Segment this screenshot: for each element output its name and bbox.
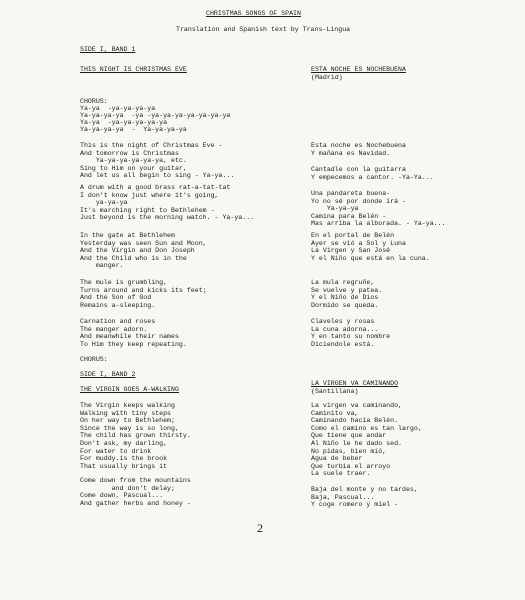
chorus-line-1: Ya-ya -ya-ya-ya-ya [80,105,156,112]
side1-english-title: THIS NIGHT IS CHRISTMAS EVE [80,66,187,73]
chorus-end-label: CHORUS: [80,356,108,363]
side2-english-verse-1: The Virgin keeps walking Walking with tiny steps On her way to Bethlehem; Since the way is so long, The child has grown thirsty. Don't ask, my darling, For water to drink For muddy.is the brook That usually brings it [80,402,191,470]
side2-english-title: THE VIRGIN GOES A-WALKING [80,386,179,393]
document-title: CHRISTMAS SONGS OF SPAIN [206,10,301,17]
english-verse-5: Carnation and roses The manger adorn. And meanwhile their names To Him they keep repeating. [80,318,187,348]
side2-spanish-verse-1: La virgen va caminando, Caminito va, Caminando hacia Belén. Como el camino es tan largo, Que tiene que andar Al Niño le he dado sed. No pidas, bien mió, Agua de beber Que turbia el arroyo La suele traer. [311,402,422,478]
english-verse-2: A drum with a good brass rat-a-tat-tat I don't know just where it's going, ya-ya-ya It's marching right to Bethlehem - Just beyond is the morning watch. - Ya-ya... [80,184,255,222]
side2-english-verse-2: Come down from the mountains and don't delay; Come down, Pascual... And gather herbs and honey - [80,477,191,507]
spanish-verse-6: Claveles y rosas La cuna adorna... Y en tanto su nombre Diciendole está. [311,318,391,348]
side1-label: SIDE I, BAND 1 [80,46,136,53]
page-number: 2 [257,521,263,535]
spanish-verse-2: Cantadle con la guitarra Y empecemos a cantor. -Ya-Ya... [311,166,434,181]
side1-spanish-region: (Madrid) [311,74,343,81]
spanish-verse-5: La mula regruñe, Se vuelve y patea. Y el Niño de Dios Dormido se queda. [311,279,383,309]
side2-spanish-region: (Santillana) [311,388,359,395]
spanish-verse-1: Esta noche es Nochebuena Y mañana es Navidad. [311,142,406,157]
spanish-verse-3: Una pandareta buena- Yo no sé por donde irá - Ya-ya-ya Camina para Belén - Mas arriba la alborada. - Ya-ya... [311,190,446,228]
side2-spanish-verse-2: Baja del monte y no tardes, Baja, Pascual... Y coge romero y miel - [311,486,418,509]
side2-spanish-title: LA VIRGEN VA CAMINANDO [311,380,399,387]
translation-credit: Translation and Spanish text by Trans-Lingua [176,26,351,33]
chorus-line-2: Ya-ya-ya-ya -ya -ya-ya-ya-ya-ya-ya-ya [80,112,231,119]
side1-spanish-title: ESTA NOCHE ES NOCHEBUENA [311,66,406,73]
side2-label: SIDE I, BAND 2 [80,371,136,378]
chorus-label: CHORUS: [80,98,108,105]
english-verse-3: In the gate at Bethlehem Yesterday was seen Sun and Moon, And the Virgin and Don Joseph And the Child who is in the manger. [80,232,207,270]
english-verse-4: The mule is grumbling, Turns around and kicks its feet; And the Son of God Remains a-sleeping. [80,279,207,309]
chorus-line-4: Ya-ya-ya-ya - Ya-ya-ya-ya [80,126,187,133]
chorus-line-3: Ya-ya -ya-ya-ya-ya-ya [80,119,168,126]
spanish-verse-4: En el portal de Belén Ayer se vió a Sol y Luna La Virgen y San José Y el Niño que está en la cuna. [311,232,430,262]
english-verse-1: This is the night of Christmas Eve - And tomorrow is Christmas Ya-ya-ya-ya-ya-ya, etc. Sing to Him on your guitar, And let us all begin to sing - Ya-ya... [80,142,235,180]
